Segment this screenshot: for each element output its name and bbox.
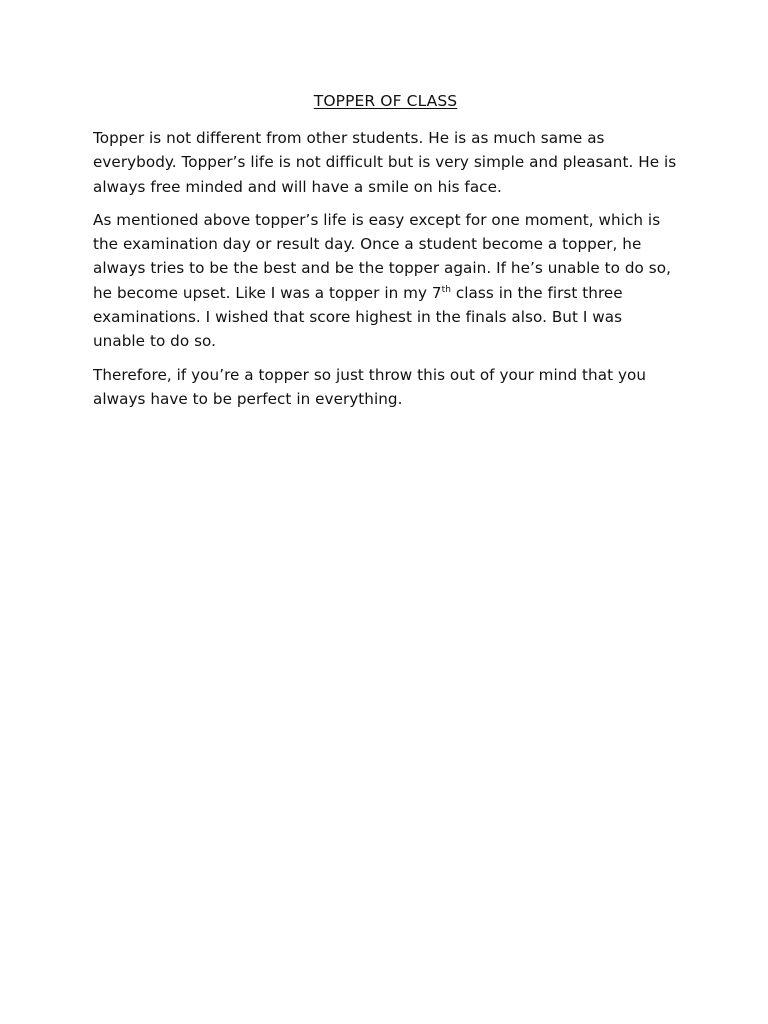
paragraph-3: Therefore, if you’re a topper so just throw this out of your mind that you always have to be perfect in everything.: [93, 365, 647, 408]
paragraph-2-text-after: class in the first three examinations. I wished that score highest in the finals also. But I was unable to do so.: [93, 283, 623, 351]
document-body: [93, 88, 678, 420]
ordinal-superscript: th: [441, 284, 451, 295]
paragraph-2-text-before: As mentioned above topper’s life is easy except for one moment, which is the examination day or result day. Once a student become a topper, he always tries to be the best and be the topper again. If he’s unable to do so, he become upset. Like I was a topper in my 7: [93, 210, 671, 302]
paragraph-2: [93, 208, 678, 354]
paragraph-1: Topper is not different from other students. He is as much same as everybody. Topper’s life is not difficult but is very simple and pleasant. He is always free minded and will have a smile on his face.: [93, 129, 677, 196]
document-title: TOPPER OF CLASS: [313, 92, 458, 110]
